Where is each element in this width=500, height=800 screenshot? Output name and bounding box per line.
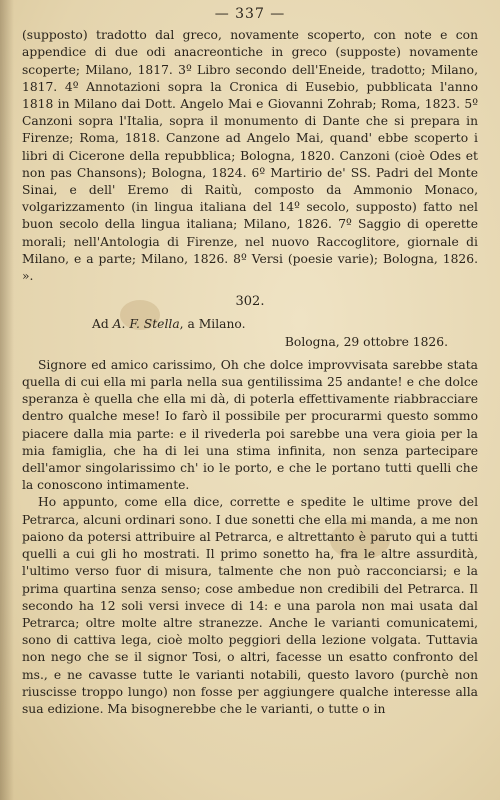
- binding-shadow: [0, 0, 14, 800]
- addressee-prefix: Ad: [92, 317, 113, 332]
- addressee-suffix: , a Milano.: [179, 317, 246, 332]
- letter-number: 302.: [235, 294, 265, 310]
- addressee-name: A. F. Stella: [112, 317, 180, 332]
- intro-paragraph: (supposto) tradotto dal greco, novamente scoperto, con note e con appendice di due odi anacreontiche in greco (supposte) novamente scoperte; Milano, 1817. 3º Libro secondo dell'Eneide, tradotto; Milano, 1817. 4º Annotazioni sopra la Cronica di Eusebio, pubblicata l'anno 1818 in Milano dai Dott. Angelo Mai e Giovanni Zohrab; Roma, 1823. 5º Canzoni sopra l'Italia, sopra il monumento di Dante che si prepara in Firenze; Roma, 1818. Canzone ad Angelo Mai, quand' ebbe scoperto i libri di Cicerone della repubblica; Bologna, 1820. Canzoni (cioè Odes et non pas Chansons); Bologna, 1824. 6º Martirio de' SS. Padri del Monte Sinai, e dell' Eremo di Raitù, composto da Ammonio Monaco, volgarizzamento (in lingua italiana del 14º secolo, supposto) fatto nel buon secolo della lingua italiana; Milano, 1826. 7º Saggio di operette morali; nell'Antologia di Firenze, nel nuovo Raccoglitore, giornale di Milano, e a parte; Milano, 1826. 8º Versi (poesie varie); Bologna, 1826. ».: [22, 28, 478, 284]
- letter-date: Bologna, 29 ottobre 1826.: [284, 334, 448, 349]
- letter-addressee: [22, 316, 478, 333]
- page-text: [22, 6, 478, 718]
- letter-paragraph: Ho appunto, come ella dice, corrette e spedite le ultime prove del Petrarca, alcuni ordinari sono. I due sonetti che ella mi manda, a me non paiono da potersi attribuire al Petrarca, e altrettanto è paruto qui a tutti quelli a cui gli ho mostrati. Il primo sonetto ha, fra le altre assurdità, l'ultimo verso fuor di misura, talmente che non può racconciarsi; e la prima quartina senza senso; cose ambedue non credibili del Petrarca. Il secondo ha 12 soli versi invece di 14: e una parola non mai usata dal Petrarca; oltre molte altre stranezze. Anche le varianti comunicatemi, sono di cattiva lega, cioè molto peggiori della lezione volgata. Tuttavia non nego che se il signor Tosi, o altri, facesse un esatto confronto del ms., e ne cavasse tutte le varianti notabili, questo lavoro (purchè non riuscisse troppo lungo) non fosse per aggiungere qualche interesse alla sua edizione. Ma bisognerebbe che le varianti, o tutte o in: [22, 495, 478, 716]
- page-number: — 337 —: [214, 6, 286, 22]
- letter-paragraph: Signore ed amico carissimo, Oh che dolce improvvisata sarebbe stata quella di cui ella mi parla nella sua gentilissima 25 andante! e che dolce speranza è quella che ella mi dà, di poterla effettivamente riabbracciare dentro qualche mese! Io farò il possibile per procurarmi questo sommo piacere dalla mia parte: e il rivederla poi sarebbe una vera gioia per la mia famiglia, che ha di lei una stima infinita, non senza partecipare dell'amor singolarissimo ch' io le porto, e che le portano tutti quelli che la conoscono intimamente.: [22, 357, 478, 493]
